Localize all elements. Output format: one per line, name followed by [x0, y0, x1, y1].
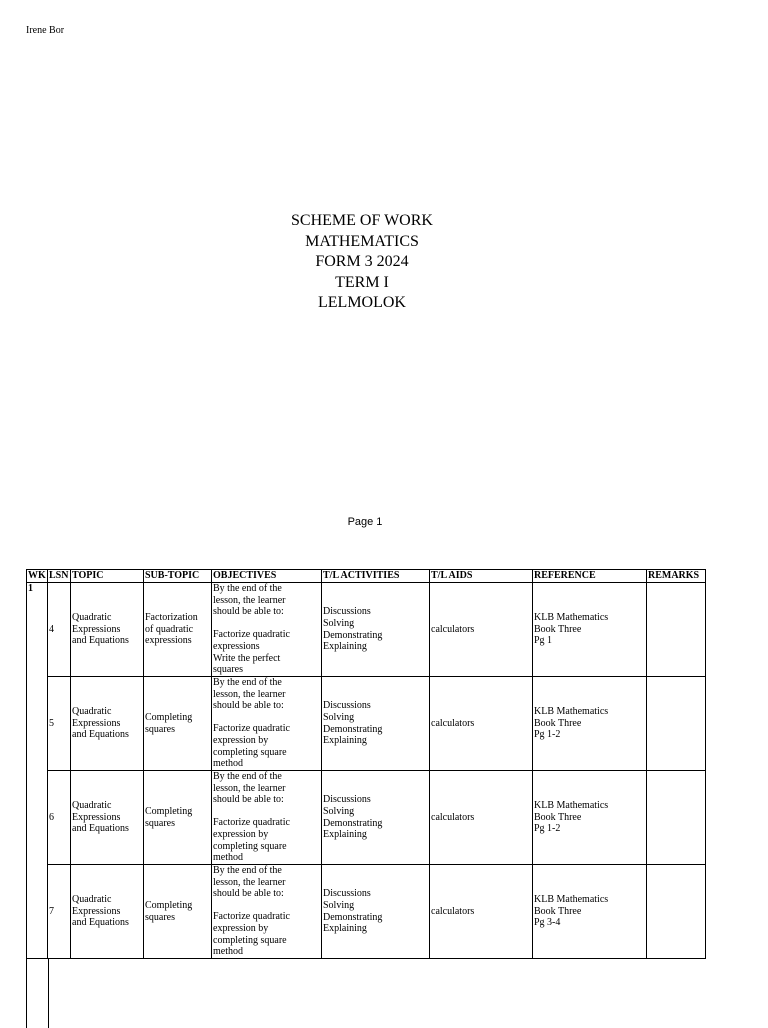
- objectives-item-line: expression by: [213, 828, 269, 840]
- author-name: Irene Bor: [26, 25, 65, 36]
- activities-cell-line: Discussions: [323, 700, 371, 712]
- title-line: LELMOLOK: [318, 294, 406, 312]
- lesson-number-cell: 4: [48, 583, 71, 677]
- objectives-spacer: [213, 806, 320, 818]
- objectives-item-line: completing square: [213, 746, 287, 758]
- activities-cell-line: Explaining: [323, 923, 367, 935]
- activities-cell-line: Explaining: [323, 829, 367, 841]
- title-line: MATHEMATICS: [305, 232, 419, 250]
- subtopic-cell: [144, 677, 212, 771]
- header-subtopic: SUB-TOPIC: [144, 570, 212, 583]
- reference-cell: [533, 865, 647, 959]
- subtopic-cell: [144, 771, 212, 865]
- header-reference: REFERENCE: [533, 570, 647, 583]
- topic-cell-line: Expressions: [72, 905, 121, 917]
- activities-cell-line: Demonstrating: [323, 723, 383, 735]
- activities-cell: [322, 583, 430, 677]
- subtopic-cell-line: of quadratic: [145, 623, 194, 635]
- topic-cell-line: Quadratic: [72, 706, 112, 718]
- table-row: [27, 865, 706, 959]
- reference-cell: [533, 583, 647, 677]
- activities-cell-line: Solving: [323, 617, 355, 629]
- activities-cell-line: Discussions: [323, 794, 371, 806]
- remarks-cell: [647, 865, 706, 959]
- topic-cell-line: and Equations: [72, 729, 129, 741]
- topic-cell-line: Expressions: [72, 623, 121, 635]
- subtopic-cell-line: Completing: [145, 899, 193, 911]
- topic-cell-line: Quadratic: [72, 800, 112, 812]
- header-objectives: OBJECTIVES: [212, 570, 322, 583]
- header-activities: T/L ACTIVITIES: [322, 570, 430, 583]
- title-line: SCHEME OF WORK: [291, 212, 433, 229]
- activities-cell-line: Solving: [323, 711, 355, 723]
- page-number: Page 1: [347, 516, 383, 528]
- objectives-intro-line: By the end of the: [213, 677, 282, 688]
- reference-cell-line: Pg 1-2: [534, 823, 561, 835]
- topic-cell-line: and Equations: [72, 917, 129, 929]
- aids-cell: calculators: [430, 677, 533, 771]
- objectives-item-line: method: [213, 758, 243, 770]
- title-line: TERM I: [335, 273, 389, 291]
- remarks-cell: [647, 677, 706, 771]
- objectives-item-line: completing square: [213, 934, 287, 946]
- aids-cell: calculators: [430, 771, 533, 865]
- header-aids: T/L AIDS: [430, 570, 533, 583]
- document-title: [0, 211, 724, 314]
- topic-cell-line: Quadratic: [72, 612, 112, 624]
- objectives-cell: [212, 771, 322, 865]
- subtopic-cell-line: squares: [145, 723, 175, 735]
- activities-cell-line: Discussions: [323, 888, 371, 900]
- reference-cell-line: KLB Mathematics: [534, 894, 609, 906]
- objectives-intro-line: lesson, the learner: [213, 876, 286, 888]
- objectives-intro-line: should be able to:: [213, 794, 284, 806]
- objectives-item-line: squares: [213, 664, 243, 676]
- objectives-intro-line: By the end of the: [213, 583, 282, 594]
- reference-cell: [533, 677, 647, 771]
- subtopic-cell-line: Completing: [145, 805, 193, 817]
- objectives-spacer: [213, 900, 320, 912]
- subtopic-cell-line: squares: [145, 911, 175, 923]
- activities-cell: [322, 771, 430, 865]
- objectives-item-line: Factorize quadratic: [213, 629, 290, 641]
- activities-cell: [322, 865, 430, 959]
- header-wk: WK: [28, 570, 46, 582]
- objectives-intro-line: lesson, the learner: [213, 594, 286, 606]
- topic-cell-line: Quadratic: [72, 894, 112, 906]
- week-cell: 1: [27, 583, 48, 959]
- objectives-spacer: [213, 712, 320, 724]
- table-continuation: [26, 958, 49, 1028]
- remarks-cell: [647, 583, 706, 677]
- objectives-item-line: Write the perfect: [213, 652, 281, 664]
- table-header-row: [27, 570, 706, 583]
- subtopic-cell-line: Factorization: [145, 612, 198, 624]
- table-row: [27, 583, 706, 677]
- title-line: FORM 3 2024: [315, 253, 409, 271]
- topic-cell: [71, 865, 144, 959]
- header-remarks: REMARKS: [647, 570, 706, 583]
- subtopic-cell-line: expressions: [145, 635, 192, 647]
- topic-cell: [71, 677, 144, 771]
- activities-cell-line: Discussions: [323, 606, 371, 618]
- lesson-number-cell: 6: [48, 771, 71, 865]
- reference-cell-line: Pg 1: [534, 635, 553, 647]
- table-row: [27, 771, 706, 865]
- objectives-item-line: expressions: [213, 640, 260, 652]
- reference-cell-line: KLB Mathematics: [534, 800, 609, 812]
- subtopic-cell-line: squares: [145, 817, 175, 829]
- objectives-intro-line: should be able to:: [213, 700, 284, 712]
- objectives-intro-line: should be able to:: [213, 606, 284, 618]
- reference-cell-line: Pg 3-4: [534, 917, 561, 929]
- aids-cell: calculators: [430, 865, 533, 959]
- activities-cell: [322, 677, 430, 771]
- subtopic-cell: [144, 583, 212, 677]
- aids-cell: calculators: [430, 583, 533, 677]
- activities-cell-line: Explaining: [323, 641, 367, 653]
- objectives-spacer: [213, 618, 320, 630]
- reference-cell: [533, 771, 647, 865]
- topic-cell: [71, 771, 144, 865]
- objectives-item-line: Factorize quadratic: [213, 911, 290, 923]
- topic-cell-line: Expressions: [72, 717, 121, 729]
- objectives-cell: [212, 677, 322, 771]
- header-topic: TOPIC: [71, 570, 144, 583]
- header-lsn: LSN: [48, 570, 71, 583]
- topic-cell-line: Expressions: [72, 811, 121, 823]
- reference-cell-line: KLB Mathematics: [534, 706, 609, 718]
- lesson-number-cell: 5: [48, 677, 71, 771]
- objectives-intro-line: lesson, the learner: [213, 688, 286, 700]
- lesson-number-cell: 7: [48, 865, 71, 959]
- activities-cell-line: Solving: [323, 805, 355, 817]
- objectives-cell: [212, 865, 322, 959]
- objectives-intro-line: By the end of the: [213, 865, 282, 876]
- topic-cell: [71, 583, 144, 677]
- scheme-table: [26, 569, 706, 959]
- reference-cell-line: Book Three: [534, 811, 582, 823]
- subtopic-cell: [144, 865, 212, 959]
- remarks-cell: [647, 771, 706, 865]
- reference-cell-line: Book Three: [534, 717, 582, 729]
- activities-cell-line: Demonstrating: [323, 629, 383, 641]
- objectives-intro-line: lesson, the learner: [213, 782, 286, 794]
- objectives-item-line: Factorize quadratic: [213, 723, 290, 735]
- topic-cell-line: and Equations: [72, 635, 129, 647]
- objectives-cell: [212, 583, 322, 677]
- subtopic-cell-line: Completing: [145, 711, 193, 723]
- topic-cell-line: and Equations: [72, 823, 129, 835]
- activities-cell-line: Demonstrating: [323, 911, 383, 923]
- reference-cell-line: Book Three: [534, 905, 582, 917]
- objectives-item-line: completing square: [213, 840, 287, 852]
- objectives-intro-line: should be able to:: [213, 888, 284, 900]
- objectives-intro-line: By the end of the: [213, 771, 282, 782]
- table-row: [27, 677, 706, 771]
- activities-cell-line: Explaining: [323, 735, 367, 747]
- activities-cell-line: Demonstrating: [323, 817, 383, 829]
- objectives-item-line: method: [213, 852, 243, 864]
- objectives-item-line: method: [213, 946, 243, 958]
- activities-cell-line: Solving: [323, 899, 355, 911]
- reference-cell-line: KLB Mathematics: [534, 612, 609, 624]
- objectives-item-line: expression by: [213, 922, 269, 934]
- objectives-item-line: expression by: [213, 734, 269, 746]
- objectives-item-line: Factorize quadratic: [213, 817, 290, 829]
- reference-cell-line: Book Three: [534, 623, 582, 635]
- reference-cell-line: Pg 1-2: [534, 729, 561, 741]
